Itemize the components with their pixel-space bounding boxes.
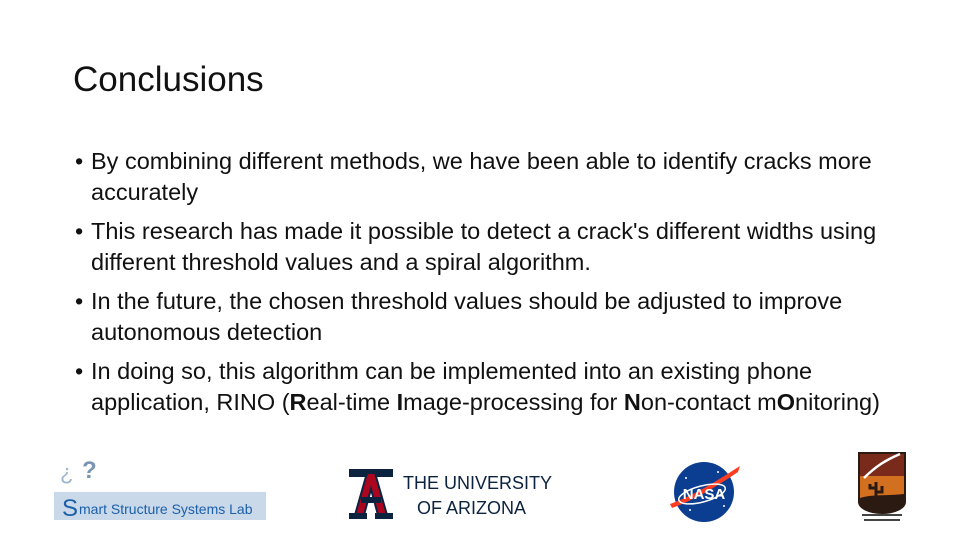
university-of-arizona-logo xyxy=(347,463,567,521)
smart-structure-systems-lab-logo xyxy=(52,456,272,522)
bullet-text: By combining different methods, we have been able to identify cracks more accurately xyxy=(91,148,872,205)
bullet-list xyxy=(73,146,903,426)
ssl-mark-letter: S xyxy=(62,495,79,522)
bullet-text: mage-processing for xyxy=(403,388,624,415)
bullet-text: on-contact m xyxy=(640,388,777,415)
ssl-name-text: mart Structure Systems Lab xyxy=(79,501,253,517)
bullet-text: eal-time xyxy=(306,388,397,415)
bullet-item xyxy=(73,356,903,417)
bullet-bold-letter: N xyxy=(623,388,641,415)
bullet-text: This research has made it possible to detect a crack's different widths using different threshold values and a spiral algorithm. xyxy=(91,218,877,275)
bullet-bold-letter: R xyxy=(289,388,307,415)
arizona-a-icon xyxy=(349,469,393,519)
bullet-text: In doing so, this algorithm can be implemented into an existing phone application, RINO ( xyxy=(91,358,813,415)
ua-line2: OF ARIZONA xyxy=(417,498,527,518)
arizona-space-grant-logo xyxy=(852,440,912,524)
svg-text:?: ? xyxy=(82,457,97,484)
ua-line1: THE UNIVERSITY xyxy=(403,473,553,493)
bullet-text: In the future, the chosen threshold values should be adjusted to improve autonomous detection xyxy=(91,288,843,345)
bullet-item xyxy=(73,286,903,347)
bullet-item xyxy=(73,146,903,207)
bullet-bold-letter: O xyxy=(776,388,796,415)
bullet-bold-letter: I xyxy=(396,388,404,415)
bullet-item xyxy=(73,216,903,277)
bullet-text: nitoring) xyxy=(795,388,880,415)
nasa-text: NASA xyxy=(682,486,726,503)
nasa-logo xyxy=(668,460,742,524)
svg-text:¿: ¿ xyxy=(60,460,74,485)
slide-title: Conclusions xyxy=(73,60,264,99)
